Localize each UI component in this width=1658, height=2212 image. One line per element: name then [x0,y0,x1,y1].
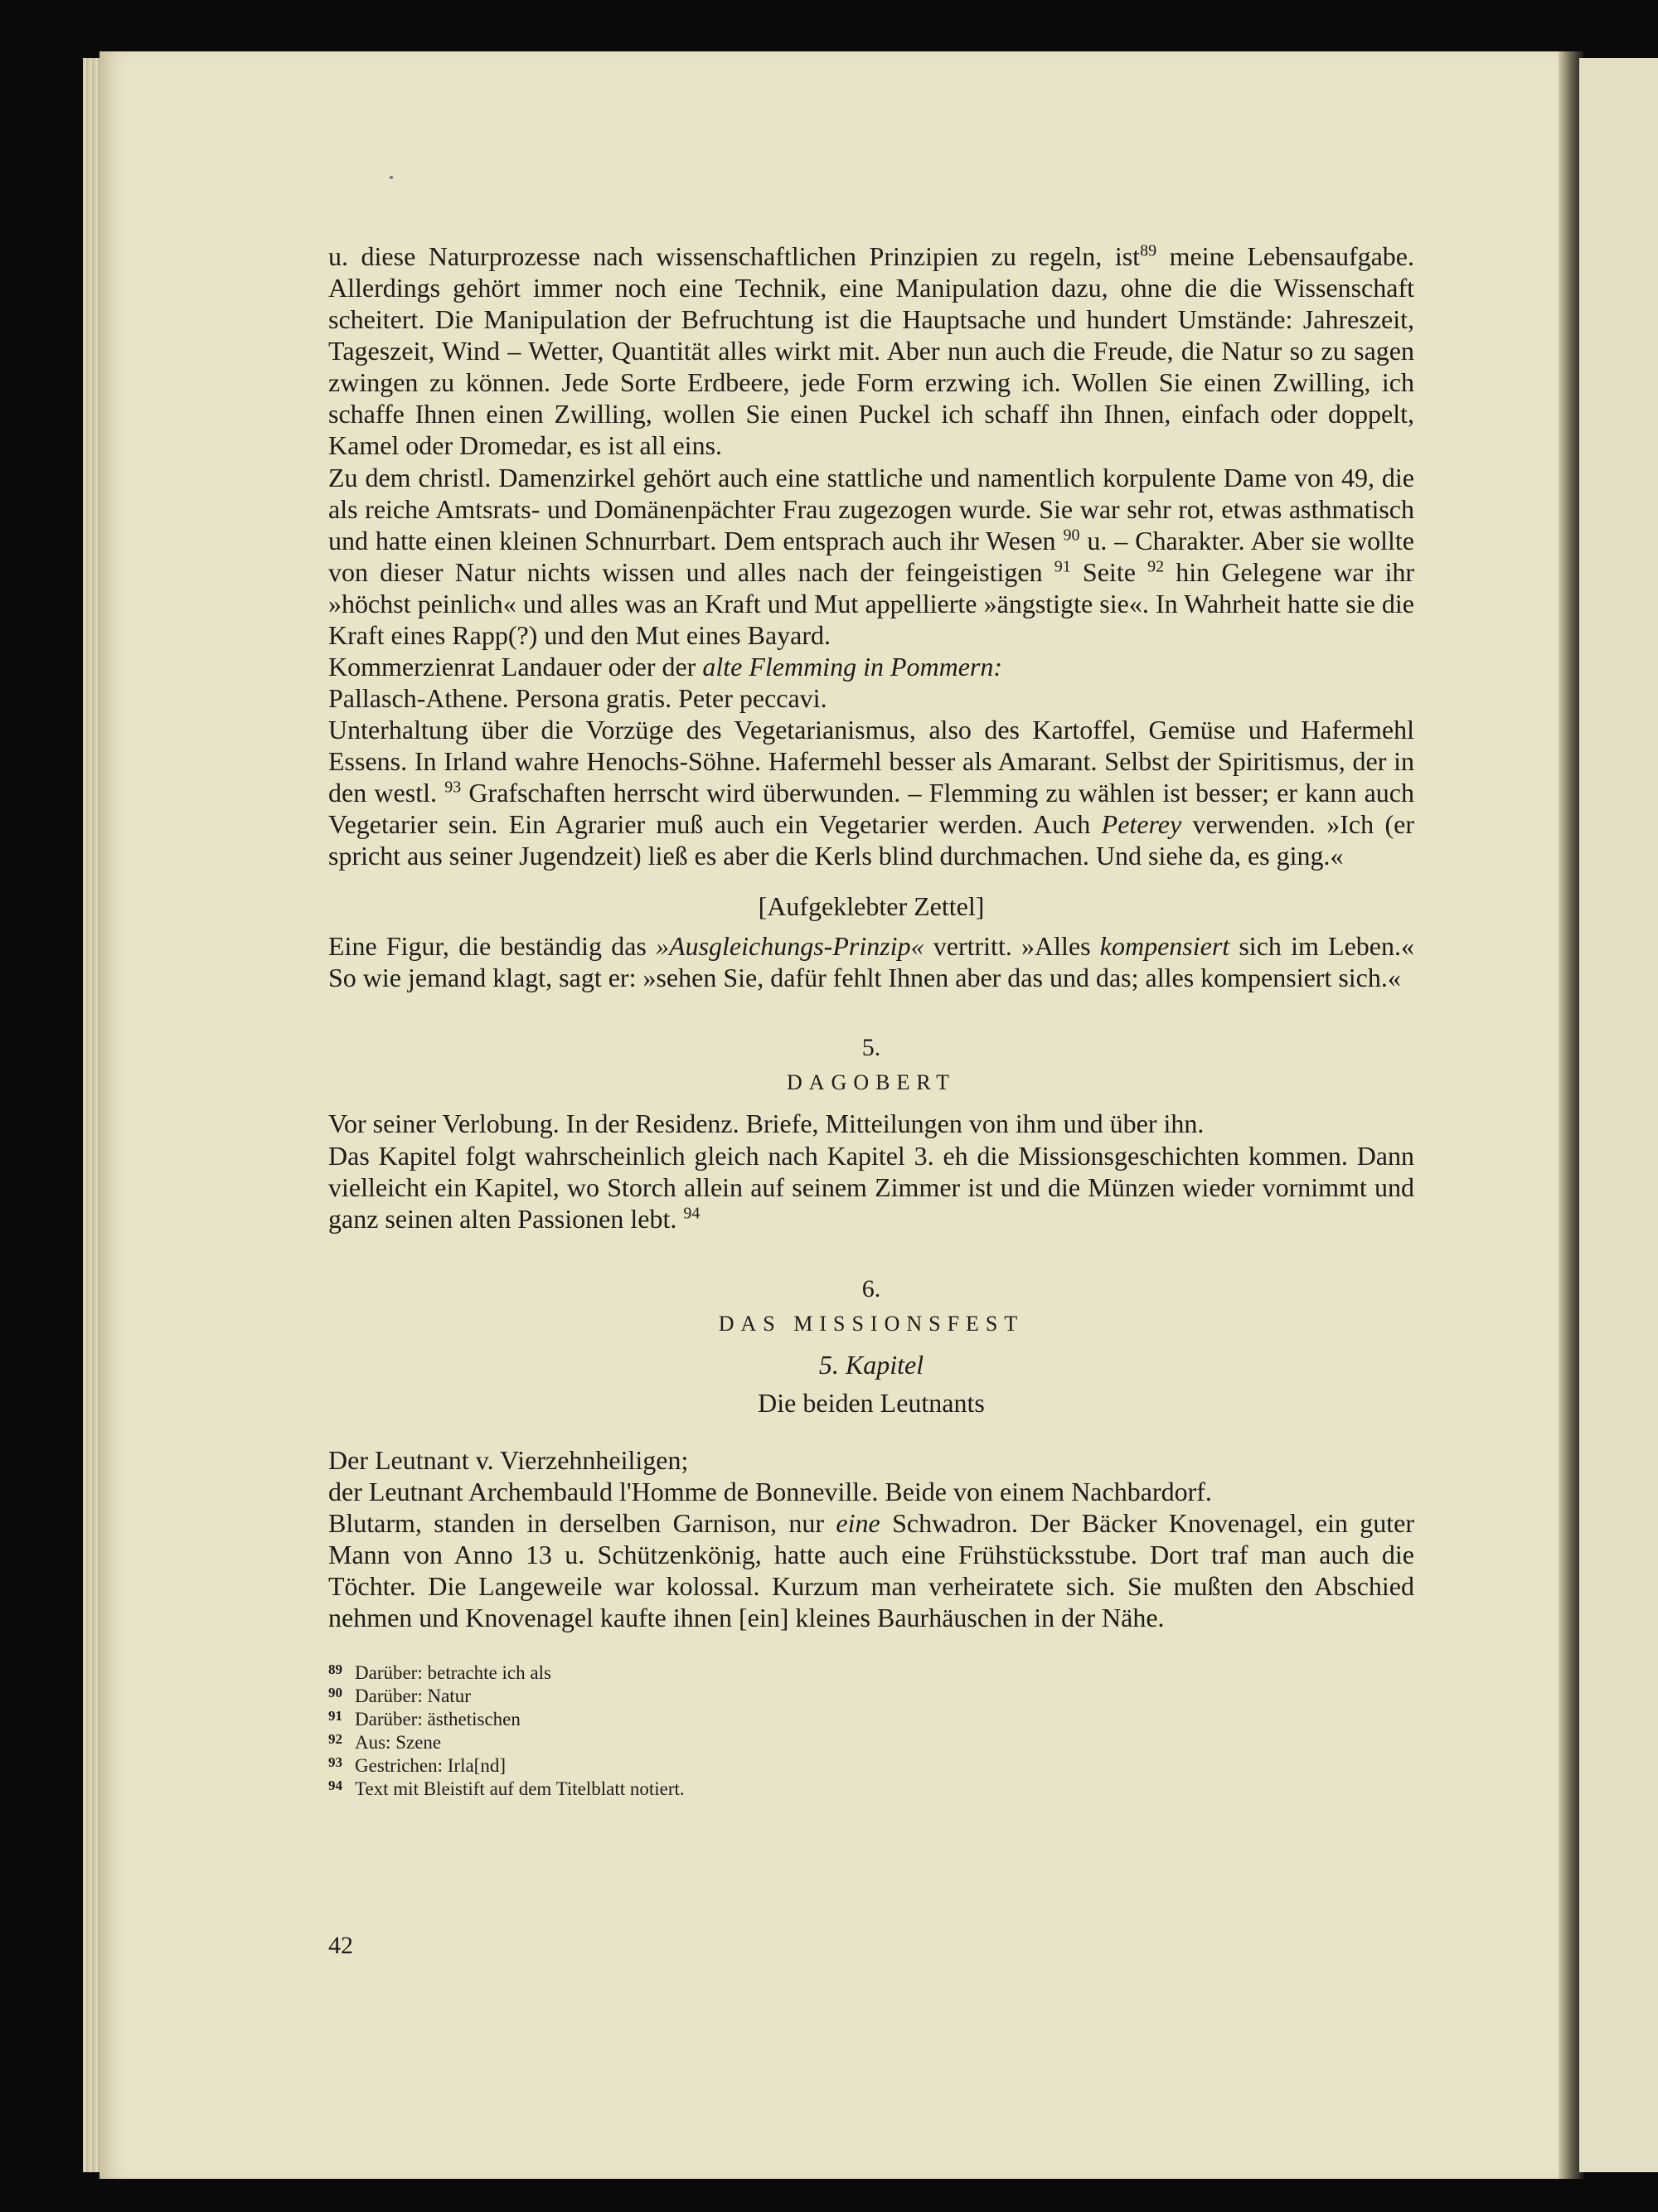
paper-speck [390,176,393,179]
section-title-dagobert: DAGOBERT [787,1070,956,1095]
footnote-ref-90: 90 [1063,526,1080,545]
section-number-6: 6. [861,1274,881,1302]
paragraph-kommerzienrat [328,651,1414,682]
footnote-number: 93 [328,1754,342,1771]
text-run: Unterhaltung über die Vorzüge des Vegetarianismus, also des Kartoffel, Gemüse und Hafermehl Essens. In Irland wahre Henochs-Söhne. Hafermehl besser als Amarant. Selbst der Spiritismus, der in den westl. [328,715,1414,808]
footnote-text: Text mit Bleistift auf dem Titelblatt notiert. [355,1778,685,1800]
footnote-number: 94 [328,1778,342,1794]
footnote-ref-94: 94 [683,1204,701,1222]
footnote [328,1708,1414,1731]
paragraph-blutarm [328,1507,1414,1633]
footnote-ref-93: 93 [444,778,462,797]
main-text [328,240,1414,1801]
section-title-missionsfest: DAS MISSIONSFEST [718,1312,1025,1336]
footnote [328,1778,1414,1801]
text-run: Das Kapitel folgt wahrscheinlich gleich nach Kapitel 3. eh die Missionsgeschichten kommen. Dann vielleicht ein Kapitel, wo Storch allein auf seinem Zimmer ist und die Münzen wieder vornimmt und ganz seinen alten Passionen lebt. [328,1140,1414,1234]
footnote [328,1685,1414,1708]
paragraph-pallasch: Pallasch-Athene. Persona gratis. Peter peccavi. [328,683,827,714]
text-run: Blutarm, standen in derselben Garnison, nur [328,1507,836,1538]
footnote-ref-89: 89 [1140,241,1157,260]
footnotes [328,1661,1414,1801]
footnote-ref-92: 92 [1147,557,1165,576]
facing-page-edge [1579,58,1658,2172]
paragraph-damenzirkel [328,462,1414,651]
text-run: Seite [1070,556,1148,587]
paragraph-naturprozesse [328,240,1414,462]
paragraph-leutnant-1: Der Leutnant v. Vierzehnheiligen; [328,1444,689,1475]
footnote-number: 90 [328,1685,342,1701]
italic-run: Peterey [1101,809,1182,840]
text-run: verwenden. »Ich (er spricht aus seiner Jugendzeit) ließ es aber die Kerls blind durchmachen. Und siehe da, es ging.« [328,809,1414,871]
text-run: meine Lebensaufgabe. Allerdings gehört immer noch eine Technik, eine Manipulation dazu, ohne die die Wissenschaft scheitert. Die Manipulation der Befruchtung ist die Hauptsache und hundert Umstände: Jahreszeit, Tageszeit, Wind – Wetter, Quantität alles wirkt mit. Aber nun auch die Freude, die Natur so zu sagen zwingen zu können. Jede Sorte Erdbeere, jede Form erzwing ich. Wollen Sie einen Zwilling, ich schaffe Ihnen einen Zwilling, wollen Sie einen Puckel ich schaff ihn Ihnen, einfach oder doppelt, Kamel oder Dromedar, es ist all eins. [328,241,1415,461]
zettel-heading: [Aufgeklebter Zettel] [758,890,985,921]
footnote [328,1731,1414,1754]
page-number: 42 [328,1932,353,1959]
paragraph-kapitel-folgt [328,1140,1414,1235]
footnote-text: Gestrichen: Irla[nd] [355,1755,507,1777]
text-run: u. – Charakter. Aber sie wollte von dieser Natur nichts wissen und alles nach der feingeistigen [328,525,1415,587]
chapter-subtitle: Die beiden Leutnants [758,1388,985,1419]
text-run: Schwadron. Der Bäcker Knovenagel, ein guter Mann von Anno 13 u. Schützenkönig, hatte auch eine Frühstücksstube. Dort traf man auch die Töchter. Die Langeweile war kolossal. Kurzum man verheiratete sich. Sie mußten den Abschied nehmen und Knovenagel kaufte ihnen [ein] kleines Baurhäuschen in der Nähe. [328,1507,1415,1632]
chapter-label: 5. Kapitel [818,1350,924,1380]
italic-run: eine [836,1507,880,1538]
text-run: Eine Figur, die beständig das [328,930,657,961]
text-run: vertritt. »Alles [924,930,1100,961]
footnote-text: Darüber: betrachte ich als [355,1661,551,1683]
footnote-number: 89 [328,1661,342,1677]
text-run: hin Gelegene war ihr »höchst peinlich« und alles was an Kraft und Mut appellierte »ängstigte sie«. In Wahrheit hatte sie die Kraft eines Rapp(?) und den Mut eines Bayard. [328,556,1415,650]
text-run: sich im Leben.« So wie jemand klagt, sagt er: »sehen Sie, dafür fehlt Ihnen aber das und das; alles kompensiert sich.« [328,930,1414,992]
italic-run: »Ausgleichungs-Prinzip« [656,930,924,961]
italic-run: alte Flemming in Pommern: [702,652,1003,682]
section-number-5: 5. [861,1033,881,1061]
text-run: Kommerzienrat Landauer oder der [328,652,703,682]
footnote-text: Darüber: ästhetischen [355,1709,521,1730]
footnote-number: 92 [328,1731,342,1748]
text-run: Zu dem christl. Damenzirkel gehört auch eine stattliche und namentlich korpulente Dame von 49, die als reiche Amtsrats- und Domänenpächter Frau zugezogen wurde. Sie war sehr rot, etwas asthmatisch und hatte einen kleinen Schnurrbart. Dem entsprach auch ihr Wesen [328,462,1414,555]
footnote-text: Darüber: Natur [355,1686,471,1707]
paragraph-vegetarianismus [328,714,1414,871]
footnote [328,1661,1414,1685]
footnote-number: 91 [328,1708,342,1724]
paragraph-verlobung: Vor seiner Verlobung. In der Residenz. Briefe, Mitteilungen von ihm und über ihn. [328,1108,1205,1139]
text-run: Grafschaften herrscht wird überwunden. – Flemming zu wählen ist besser; er kann auch Vegetarier sein. Ein Agrarier muß auch ein Vegetarier werden. Auch [328,778,1415,840]
italic-run: kompensiert [1099,930,1230,961]
text-run: u. diese Naturprozesse nach wissenschaftlichen Prinzipien zu regeln, ist [328,241,1141,271]
footnote [328,1754,1414,1778]
paragraph-ausgleichung [328,930,1414,993]
paragraph-leutnant-2: der Leutnant Archembauld l'Homme de Bonneville. Beide von einem Nachbardorf. [328,1476,1212,1506]
footnote-text: Aus: Szene [355,1732,442,1754]
footnote-ref-91: 91 [1054,557,1071,576]
